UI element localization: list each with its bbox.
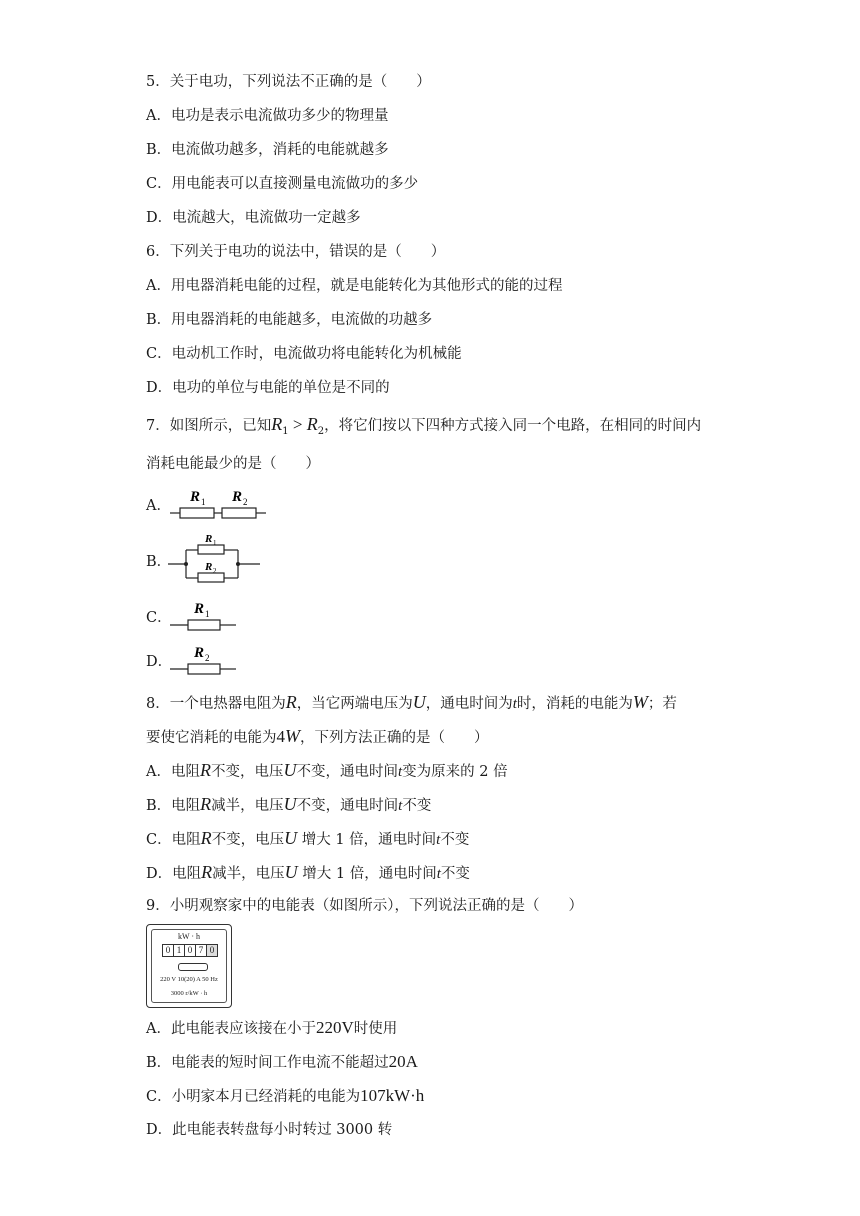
q7-option-c-label: C． xyxy=(146,610,172,626)
q9-option-c: C．小明家本月已经消耗的电能为107kW·h xyxy=(146,1086,425,1105)
svg-text:1: 1 xyxy=(213,539,217,547)
q8-option-c: C．电阻R不变，电压U 增大 1 倍，通电时间t不变 xyxy=(146,828,470,848)
parallel-circuit-figure xyxy=(168,532,260,586)
q6-option-a: A．用电器消耗电能的过程，就是电能转化为其他形式的能的过程 xyxy=(146,278,563,294)
q6-stem: 6．下列关于电功的说法中，错误的是（ ） xyxy=(146,244,446,260)
meter-digit: 1 xyxy=(173,944,185,957)
single-r1-circuit-figure xyxy=(170,598,236,632)
q8-option-d: D．电阻R减半，电压U 增大 1 倍，通电时间t不变 xyxy=(146,862,470,882)
q5-option-a: A．电功是表示电流做功多少的物理量 xyxy=(146,108,389,124)
q7-option-a-label: A． xyxy=(146,498,171,514)
series-circuit-figure xyxy=(170,486,266,520)
svg-text:2: 2 xyxy=(243,497,248,507)
meter-digit: 7 xyxy=(195,944,207,957)
svg-text:1: 1 xyxy=(205,609,210,619)
meter-unit-label: kW · h xyxy=(177,932,201,941)
svg-text:1: 1 xyxy=(201,497,206,507)
q9-stem: 9．小明观察家中的电能表（如图所示），下列说法正确的是（ ） xyxy=(146,898,583,914)
q6-option-d: D．电功的单位与电能的单位是不同的 xyxy=(146,380,390,396)
q9-option-a: A．此电能表应该接在小于220V时使用 xyxy=(146,1018,398,1037)
q6-option-b: B．用电器消耗的电能越多，电流做的功越多 xyxy=(146,312,433,328)
q9-option-d: D．此电能表转盘每小时转过 3000 转 xyxy=(146,1122,393,1138)
q8-option-b: B．电阻R减半，电压U不变，通电时间t不变 xyxy=(146,794,432,814)
q7-option-d-label: D． xyxy=(146,654,173,670)
meter-digit-decimal: 0 xyxy=(206,944,218,957)
q7-stem: 7．如图所示，已知$R_1 > R_2$，将它们按以下四种方式接入同一个电路，在相同的时间内 xyxy=(146,414,702,437)
q7-stem-line2: 消耗电能最少的是（ ） xyxy=(146,456,320,472)
meter-digit-display xyxy=(162,944,217,957)
q8-option-a: A．电阻R不变，电压U不变，通电时间t变为原来的 2 倍 xyxy=(146,760,508,780)
fig-c-r1-label: R xyxy=(194,601,205,617)
q6-option-c: C．电动机工作时，电流做功将电能转化为机械能 xyxy=(146,346,462,362)
q5-option-d: D．电流越大，电流做功一定越多 xyxy=(146,210,361,226)
q8-stem-line1: 8．一个电热器电阻为R，当它两端电压为U，通电时间为t时，消耗的电能为W；若 xyxy=(146,692,677,712)
fig-b-r2-label: R xyxy=(205,561,213,573)
q7-option-b-label: B． xyxy=(146,554,172,570)
single-r2-circuit-figure xyxy=(170,642,236,676)
meter-digit: 0 xyxy=(184,944,196,957)
meter-rotating-disc xyxy=(178,963,208,971)
meter-digit: 0 xyxy=(162,944,174,957)
q5-stem: 5．关于电功，下列说法不正确的是（ ） xyxy=(146,74,431,90)
q5-option-c: C．用电能表可以直接测量电流做功的多少 xyxy=(146,176,419,192)
svg-text:2: 2 xyxy=(213,567,217,575)
q9-option-b: B．电能表的短时间工作电流不能超过20A xyxy=(146,1052,418,1071)
meter-revolution-label: 3000 r/kW · h xyxy=(170,990,208,997)
q8-stem-line2: 要使它消耗的电能为4W，下列方法正确的是（ ） xyxy=(146,726,489,746)
meter-spec-label: 220 V 10(20) A 50 Hz xyxy=(160,976,218,983)
fig-a-r2-label: R xyxy=(232,489,243,505)
q5-option-b: B．电流做功越多，消耗的电能就越多 xyxy=(146,142,389,158)
fig-b-r1-label: R xyxy=(205,533,213,545)
electric-meter-figure xyxy=(146,924,232,1008)
fig-d-r2-label: R xyxy=(194,645,205,661)
fig-a-r1-label: R xyxy=(190,489,201,505)
svg-text:2: 2 xyxy=(205,653,210,663)
